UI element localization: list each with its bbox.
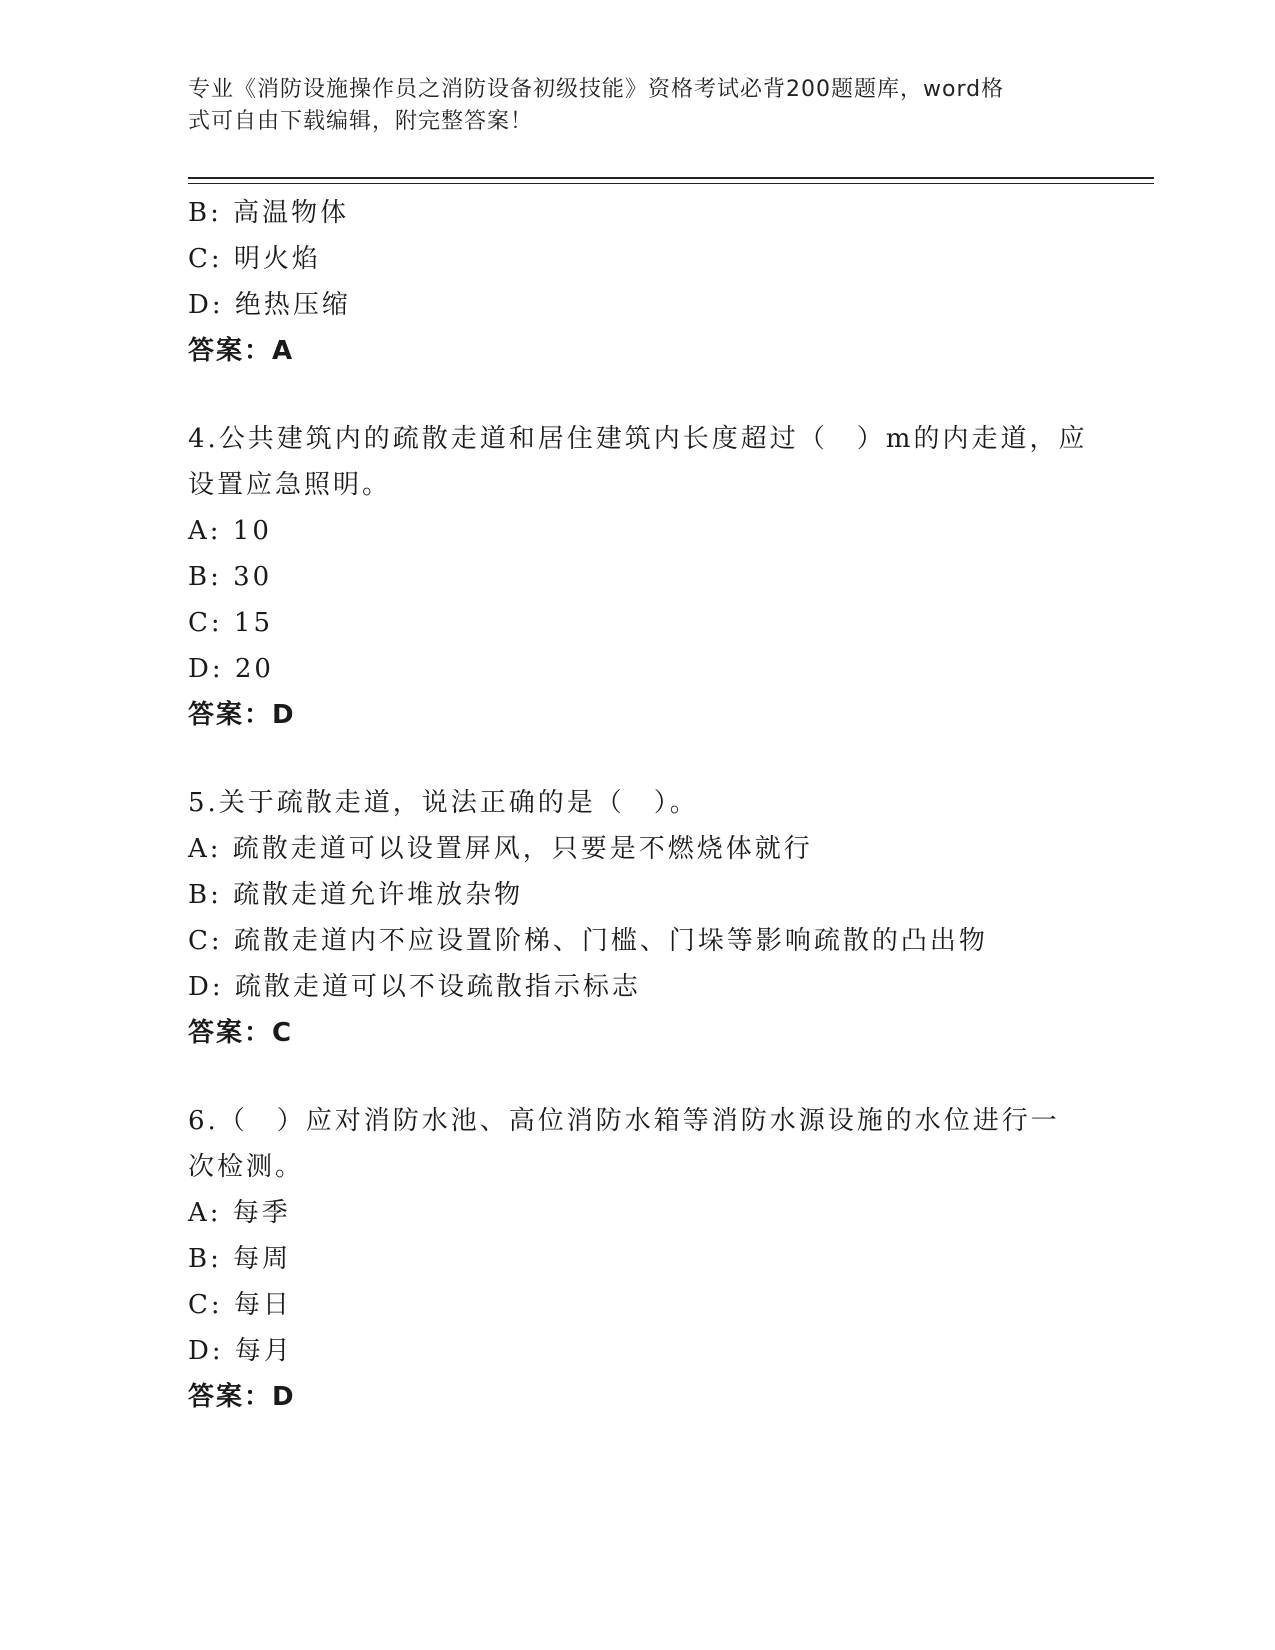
- question-4: [188, 416, 1088, 738]
- header-line-2: 式可自由下载编辑，附完整答案！: [188, 109, 534, 134]
- option-a: A: 10: [188, 516, 272, 546]
- option-d: D: 每月: [188, 1336, 293, 1366]
- option-b: B: 30: [188, 562, 273, 592]
- answer: 答案：D: [188, 700, 296, 730]
- option-c: C: 每日: [188, 1290, 292, 1320]
- option-c: C: 明火焰: [188, 244, 321, 274]
- document-header: [188, 74, 1068, 138]
- option-a: A: 每季: [188, 1198, 291, 1228]
- option-d: D: 20: [188, 654, 274, 684]
- header-rule-thick: [188, 177, 1154, 179]
- spacer: [188, 374, 1088, 416]
- header-line-1: 专业《消防设施操作员之消防设备初级技能》资格考试必背200题题库，word格: [188, 77, 1005, 102]
- answer: 答案：A: [188, 336, 295, 366]
- option-b: B: 疏散走道允许堆放杂物: [188, 880, 524, 910]
- option-d: D: 疏散走道可以不设疏散指示标志: [188, 972, 641, 1002]
- header-rule-thin: [188, 183, 1154, 184]
- question-stem-line-1: 6.（ ）应对消防水池、高位消防水箱等消防水源设施的水位进行一: [188, 1106, 1060, 1136]
- question-stem-line-2: 次检测。: [188, 1152, 305, 1182]
- answer: 答案：C: [188, 1018, 294, 1048]
- question-list: [188, 190, 1088, 1420]
- option-a: A: 疏散走道可以设置屏风，只要是不燃烧体就行: [188, 834, 813, 864]
- option-d: D: 绝热压缩: [188, 290, 351, 320]
- question-3: [188, 190, 1088, 374]
- question-stem-line-1: 5.关于疏散走道，说法正确的是（ ）。: [188, 788, 699, 818]
- answer: 答案：D: [188, 1382, 296, 1412]
- spacer: [188, 738, 1088, 780]
- option-b: B: 每周: [188, 1244, 292, 1274]
- question-stem-line-2: 设置应急照明。: [188, 470, 392, 500]
- question-5: [188, 780, 1088, 1056]
- spacer: [188, 1056, 1088, 1098]
- option-b: B: 高温物体: [188, 198, 350, 228]
- question-6: [188, 1098, 1088, 1420]
- option-c: C: 疏散走道内不应设置阶梯、门槛、门垛等影响疏散的凸出物: [188, 926, 988, 956]
- option-c: C: 15: [188, 608, 274, 638]
- question-stem-line-1: 4.公共建筑内的疏散走道和居住建筑内长度超过（ ）m的内走道，应: [188, 424, 1088, 454]
